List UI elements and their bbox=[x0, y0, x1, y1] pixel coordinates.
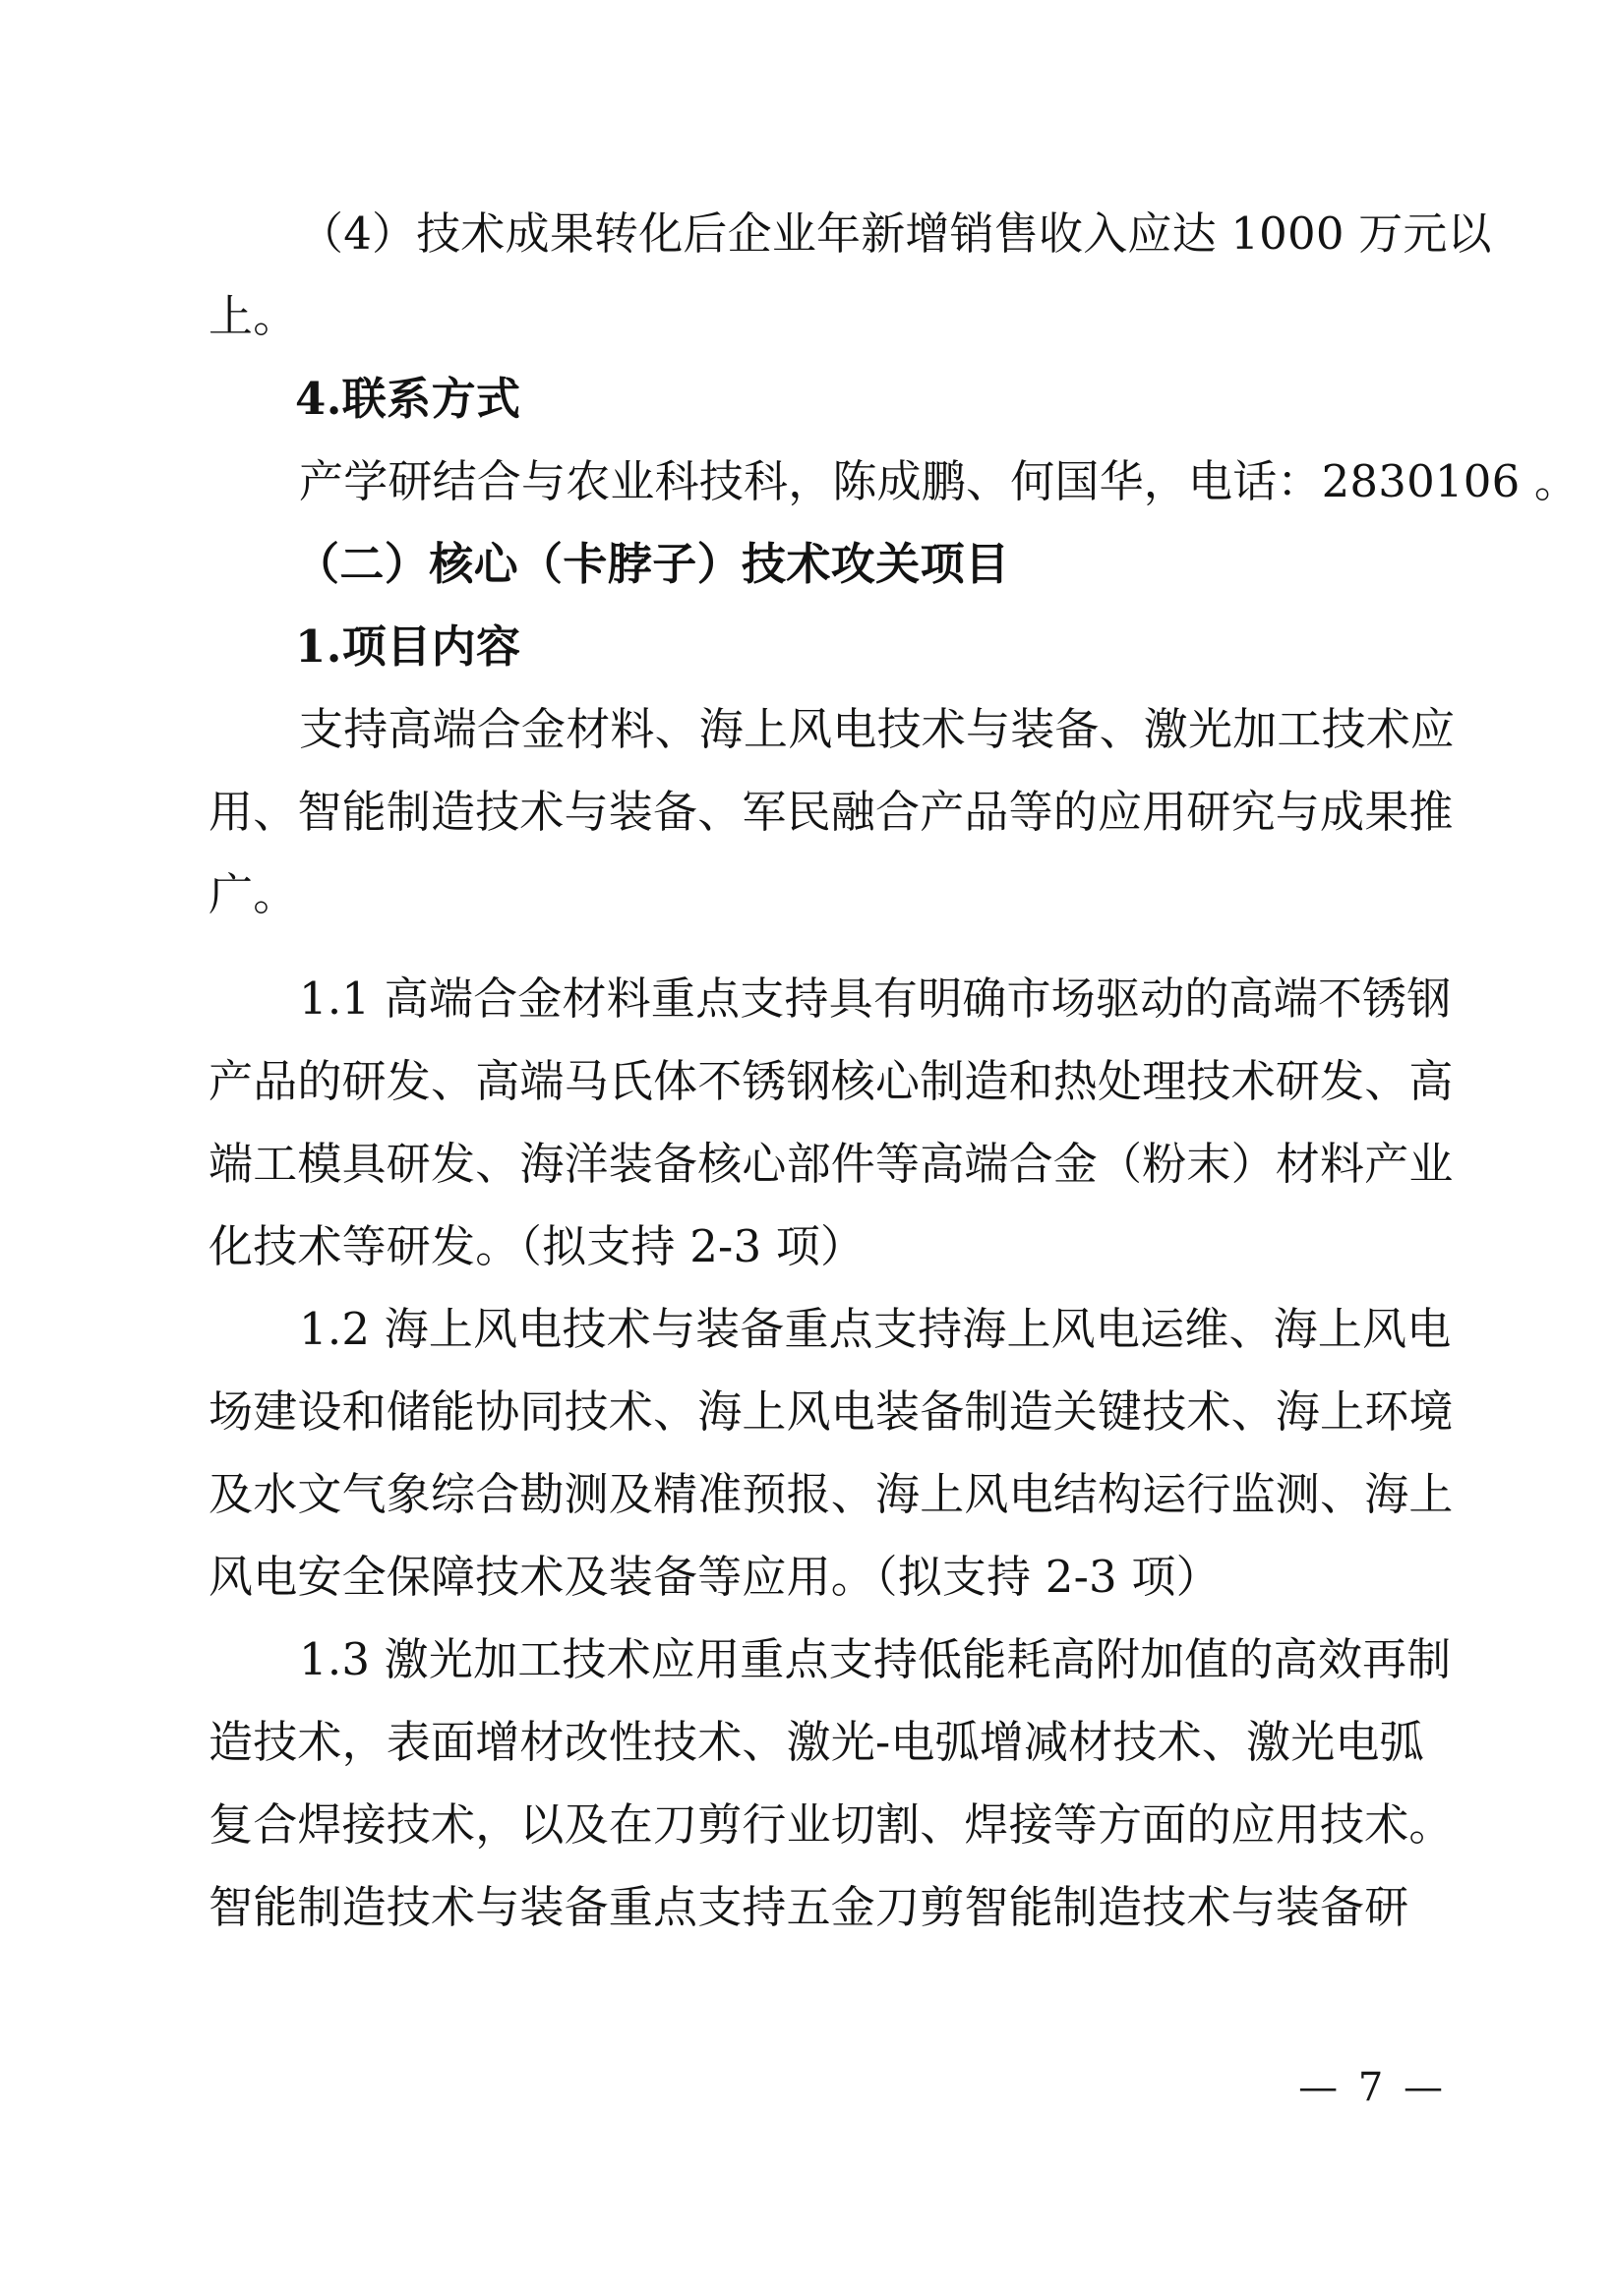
heading-project-content: 1.项目内容 bbox=[295, 620, 521, 673]
paragraph-line-1-3: 1.3 激光加工技术应用重点支持低能耗高附加值的高效再制 bbox=[299, 1633, 1452, 1685]
paragraph-line: 用、智能制造技术与装备、军民融合产品等的应用研究与成果推 bbox=[209, 786, 1454, 838]
paragraph-line: 场建设和储能协同技术、海上风电装备制造关键技术、海上环境 bbox=[209, 1385, 1454, 1438]
paragraph-line: 端工模具研发、海洋装备核心部件等高端合金（粉末）材料产业 bbox=[209, 1138, 1454, 1190]
paragraph-line: 风电安全保障技术及装备等应用。（拟支持 2-3 项） bbox=[209, 1551, 1221, 1603]
document-body-column bbox=[209, 193, 1580, 1949]
heading-section-two: （二）核心（卡脖子）技术攻关项目 bbox=[295, 538, 1010, 590]
paragraph-spacer bbox=[209, 936, 1421, 958]
paragraph-line: 复合焊接技术，以及在刀剪行业切割、焊接等方面的应用技术。 bbox=[209, 1798, 1454, 1851]
paragraph-line: 产品的研发、高端马氏体不锈钢核心制造和热处理技术研发、高 bbox=[209, 1055, 1454, 1107]
paragraph-line-1-1: 1.1 高端合金材料重点支持具有明确市场驱动的高端不锈钢 bbox=[299, 972, 1452, 1025]
paragraph-line: 上。 bbox=[209, 290, 298, 342]
paragraph-line: 及水文气象综合勘测及精准预报、海上风电结构运行监测、海上 bbox=[209, 1468, 1454, 1520]
paragraph-line: （4）技术成果转化后企业年新增销售收入应达 1000 万元以 bbox=[299, 207, 1492, 260]
paragraph-line: 智能制造技术与装备重点支持五金刀剪智能制造技术与装备研 bbox=[209, 1881, 1409, 1933]
paragraph-line: 化技术等研发。（拟支持 2-3 项） bbox=[209, 1220, 866, 1272]
paragraph-line: 广。 bbox=[209, 868, 298, 920]
paragraph-line: 支持高端合金材料、海上风电技术与装备、激光加工技术应 bbox=[299, 703, 1456, 755]
paragraph-line-1-2: 1.2 海上风电技术与装备重点支持海上风电运维、海上风电 bbox=[299, 1303, 1452, 1355]
heading-contact-method: 4.联系方式 bbox=[295, 373, 521, 425]
page-number: — 7 — bbox=[1298, 2065, 1447, 2110]
paragraph-line: 造技术，表面增材改性技术、激光-电弧增减材技术、激光电弧 bbox=[209, 1716, 1424, 1768]
paragraph-line-contact: 产学研结合与农业科技科，陈成鹏、何国华，电话：2830106 。 bbox=[299, 455, 1580, 507]
